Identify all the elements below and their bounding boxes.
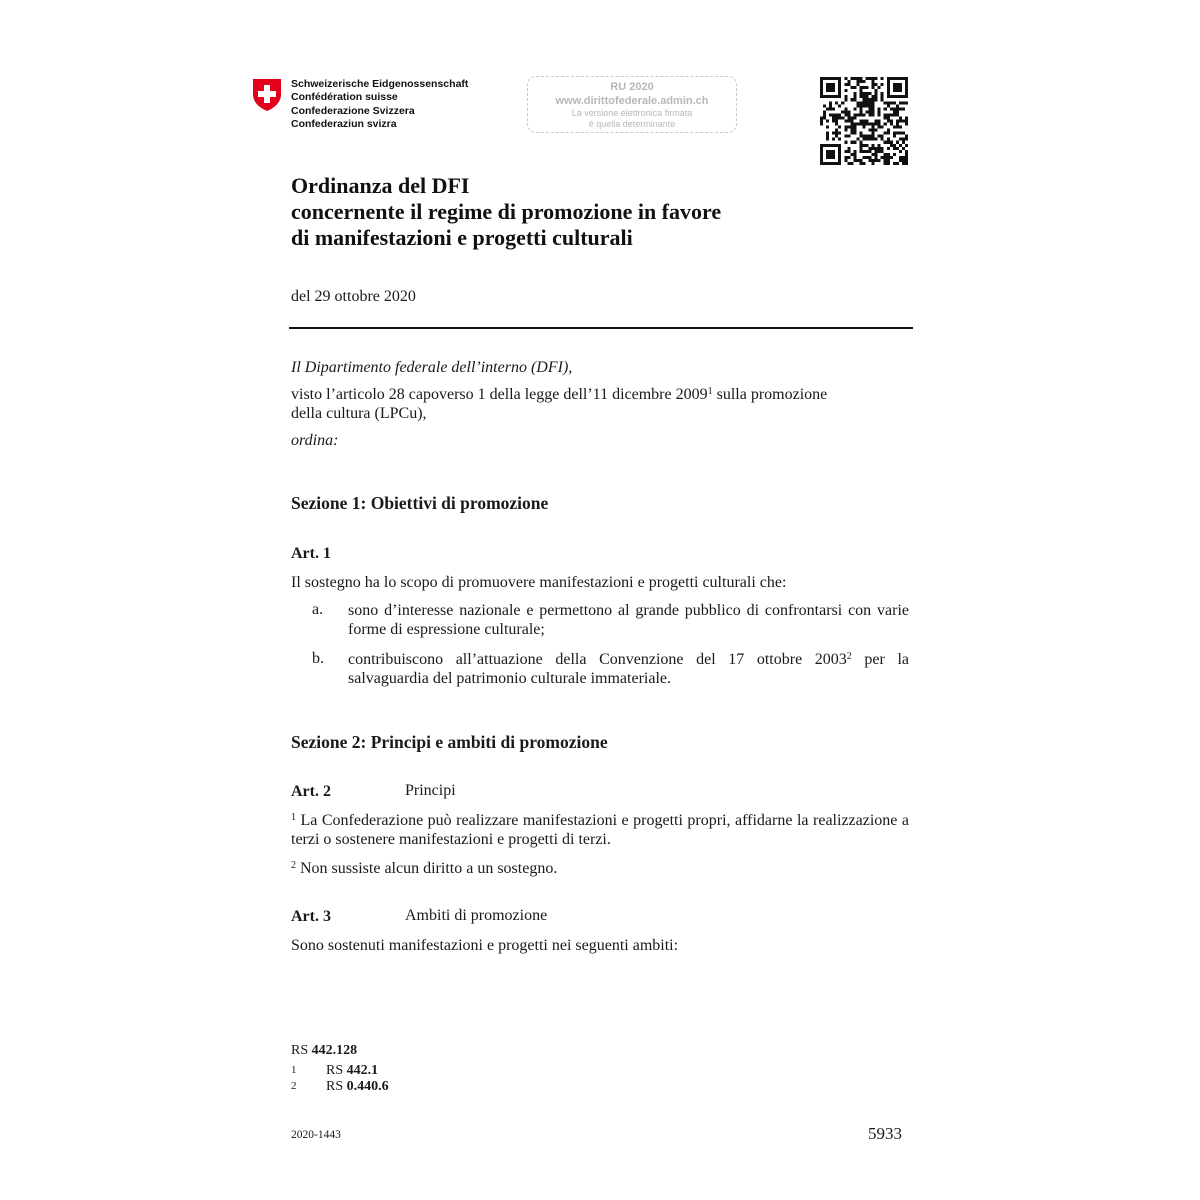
confederation-name-rm: Confederaziun svizra: [291, 118, 397, 131]
stamp-note-line1: La versione elettronica firmata: [571, 108, 693, 118]
paragraph-text: La Confederazione può realizzare manifestazioni e progetti propri, affidarne la realizzazione a terzi o sostenere manifestazioni e progetti di terzi.: [291, 812, 909, 848]
preamble-basis-line2: della cultura (LPCu),: [291, 405, 427, 422]
confederation-name-it: Confederazione Svizzera: [291, 104, 415, 117]
document-date: del 29 ottobre 2020: [291, 288, 416, 305]
title-divider: [289, 327, 913, 329]
stamp-note-line2: è quella determinante: [588, 119, 676, 129]
article-2-paragraph-1: [291, 811, 909, 849]
footnote-ref-1: 1: [707, 386, 713, 397]
qr-code-icon: [820, 77, 908, 165]
confederation-name-block: [291, 78, 468, 132]
list-item-marker-b: b.: [312, 650, 324, 667]
footnote-1: [326, 1063, 378, 1079]
page-number: 5933: [868, 1124, 902, 1143]
sr-value: 442.128: [311, 1043, 358, 1058]
stamp-website: www.dirittofederale.admin.ch: [555, 95, 709, 107]
preamble-ordains: ordina:: [291, 432, 339, 449]
sr-prefix: RS: [291, 1043, 312, 1058]
list-item-a: sono d’interesse nazionale e permettono al grande pubblico di confrontarsi con varie forme di espressione culturale;: [348, 602, 909, 638]
article-1-intro: Il sostegno ha lo scopo di promuovere manifestazioni e progetti culturali che:: [291, 574, 787, 591]
title-line-3: di manifestazioni e progetti culturali: [291, 225, 633, 250]
list-item-b-text-cont: per la salvaguardia del patrimonio culturale immateriale.: [348, 651, 909, 687]
article-2-label: Art. 2: [291, 783, 331, 800]
article-3-label: Art. 3: [291, 908, 331, 925]
preamble-basis-text: visto l’articolo 28 capoverso 1 della legge dell’11 dicembre 2009: [291, 386, 708, 403]
section-1-heading: Sezione 1: Obiettivi di promozione: [291, 493, 549, 513]
footnote-prefix: RS: [326, 1079, 347, 1094]
footnote-ref-2: 2: [846, 651, 852, 662]
title-line-1: Ordinanza del DFI: [291, 173, 470, 198]
official-publication-stamp: [527, 76, 737, 133]
paragraph-text: Non sussiste alcun diritto a un sostegno.: [296, 860, 558, 877]
article-2-subject: Principi: [405, 782, 456, 799]
preamble-authority: Il Dipartimento federale dell’interno (DFI),: [291, 359, 573, 376]
confederation-name-fr: Confédération suisse: [291, 91, 398, 104]
document-title: [291, 173, 721, 251]
paragraph-number: 2: [291, 860, 296, 871]
article-3-intro: Sono sostenuti manifestazioni e progetti nei seguenti ambiti:: [291, 937, 679, 954]
footnote-ref: 0.440.6: [346, 1079, 389, 1094]
preamble-legal-basis: [291, 385, 909, 423]
article-2-paragraph-2: [291, 859, 909, 878]
list-item-b-text: contribuiscono all’attuazione della Convenzione del 17 ottobre 2003: [348, 651, 847, 668]
preamble-basis-text-cont: sulla promozione: [712, 386, 828, 403]
sr-number: [291, 1043, 357, 1059]
footnote-1-number: 1: [291, 1064, 297, 1076]
document-code: 2020-1443: [291, 1129, 341, 1141]
footnote-prefix: RS: [326, 1063, 347, 1078]
footnote-2: [326, 1079, 389, 1095]
article-1-label: Art. 1: [291, 545, 331, 562]
stamp-collection: RU 2020: [610, 81, 654, 93]
paragraph-number: 1: [291, 812, 296, 823]
footnote-2-number: 2: [291, 1080, 297, 1092]
title-line-2: concernente il regime di promozione in favore: [291, 199, 722, 224]
list-item-marker-a: a.: [312, 601, 324, 618]
article-3-subject: Ambiti di promozione: [405, 907, 548, 924]
confederation-name-de: Schweizerische Eidgenossenschaft: [291, 78, 469, 90]
footnote-ref: 442.1: [346, 1063, 379, 1078]
section-2-heading: Sezione 2: Principi e ambiti di promozione: [291, 732, 608, 752]
list-item-b: [348, 650, 909, 688]
swiss-coat-of-arms-icon: [252, 78, 282, 112]
